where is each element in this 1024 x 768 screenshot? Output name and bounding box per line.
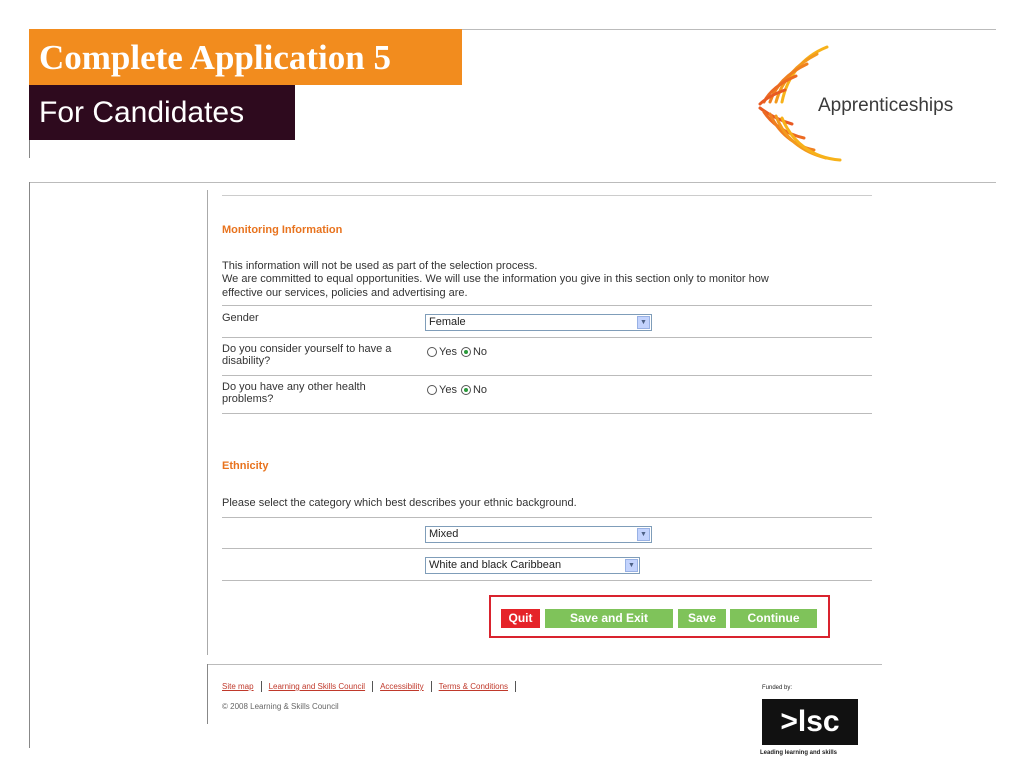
row-divider xyxy=(222,305,872,306)
footer-link-lsc[interactable]: Learning and Skills Council xyxy=(268,682,366,691)
ethnicity-category-select[interactable] xyxy=(425,526,652,543)
monitoring-intro-line1: This information will not be used as part of the selection process. xyxy=(222,260,538,272)
footer-separator xyxy=(372,681,373,692)
ethnicity-subcategory-value: White and black Caribbean xyxy=(429,559,562,571)
form-panel-top-rule xyxy=(222,195,872,196)
footer-separator xyxy=(515,681,516,692)
save-and-exit-button[interactable]: Save and Exit xyxy=(545,609,673,628)
disability-label: Do you consider yourself to have a disability? xyxy=(222,343,392,367)
lsc-logo: >lsc xyxy=(762,699,858,745)
quit-button[interactable]: Quit xyxy=(501,609,540,628)
footer-left-border xyxy=(207,664,208,724)
monitoring-heading: Monitoring Information xyxy=(222,224,343,236)
monitoring-intro-line3: effective our services, policies and advertising are. xyxy=(222,287,468,299)
page-title: Complete Application 5 xyxy=(29,29,462,85)
copyright-text: © 2008 Learning & Skills Council xyxy=(222,702,339,711)
footer-separator xyxy=(431,681,432,692)
disability-no-radio[interactable] xyxy=(461,347,471,357)
content-left-border xyxy=(29,182,30,748)
health-no-label: No xyxy=(472,384,488,396)
lsc-tagline: Leading learning and skills xyxy=(760,750,838,756)
monitoring-intro-line2: We are committed to equal opportunities. We will use the information you give in this section only to monitor how xyxy=(222,273,769,285)
footer-link-accessibility[interactable]: Accessibility xyxy=(380,682,424,691)
disability-no-label: No xyxy=(472,346,488,358)
ethnicity-intro: Please select the category which best describes your ethnic background. xyxy=(222,497,577,509)
row-divider xyxy=(222,517,872,518)
disability-yes-radio[interactable] xyxy=(427,347,437,357)
row-divider xyxy=(222,548,872,549)
chevron-down-icon[interactable]: ▼ xyxy=(625,559,638,572)
ethnicity-heading: Ethnicity xyxy=(222,460,269,472)
apprenticeships-logo-text: Apprenticeships xyxy=(818,95,954,116)
footer-link-site-map[interactable]: Site map xyxy=(222,682,254,691)
footer-link-terms[interactable]: Terms & Conditions xyxy=(438,682,509,691)
footer-divider xyxy=(207,664,882,665)
save-button[interactable]: Save xyxy=(678,609,726,628)
gender-select[interactable] xyxy=(425,314,652,331)
health-label: Do you have any other health problems? xyxy=(222,381,366,405)
ethnicity-subcategory-select[interactable] xyxy=(425,557,640,574)
row-divider xyxy=(222,337,872,338)
row-divider xyxy=(222,375,872,376)
page-subtitle: For Candidates xyxy=(29,85,295,140)
health-yes-label: Yes xyxy=(439,384,457,396)
disability-yes-label: Yes xyxy=(439,346,457,358)
ethnicity-category-value: Mixed xyxy=(429,528,459,540)
footer-separator xyxy=(261,681,262,692)
funded-by-label: Funded by: xyxy=(762,685,793,691)
chevron-down-icon[interactable]: ▼ xyxy=(637,528,650,541)
gender-select-value: Female xyxy=(429,316,466,328)
continue-button[interactable]: Continue xyxy=(730,609,817,628)
disability-radio-group xyxy=(427,346,491,358)
footer-links xyxy=(222,681,523,692)
health-no-radio[interactable] xyxy=(461,385,471,395)
row-divider xyxy=(222,413,872,414)
chevron-down-icon[interactable]: ▼ xyxy=(637,316,650,329)
health-yes-radio[interactable] xyxy=(427,385,437,395)
gender-label: Gender xyxy=(222,312,259,324)
header-divider xyxy=(29,140,30,158)
row-divider xyxy=(222,580,872,581)
health-radio-group xyxy=(427,384,491,396)
content-divider xyxy=(29,182,996,183)
form-panel-border xyxy=(207,190,208,655)
